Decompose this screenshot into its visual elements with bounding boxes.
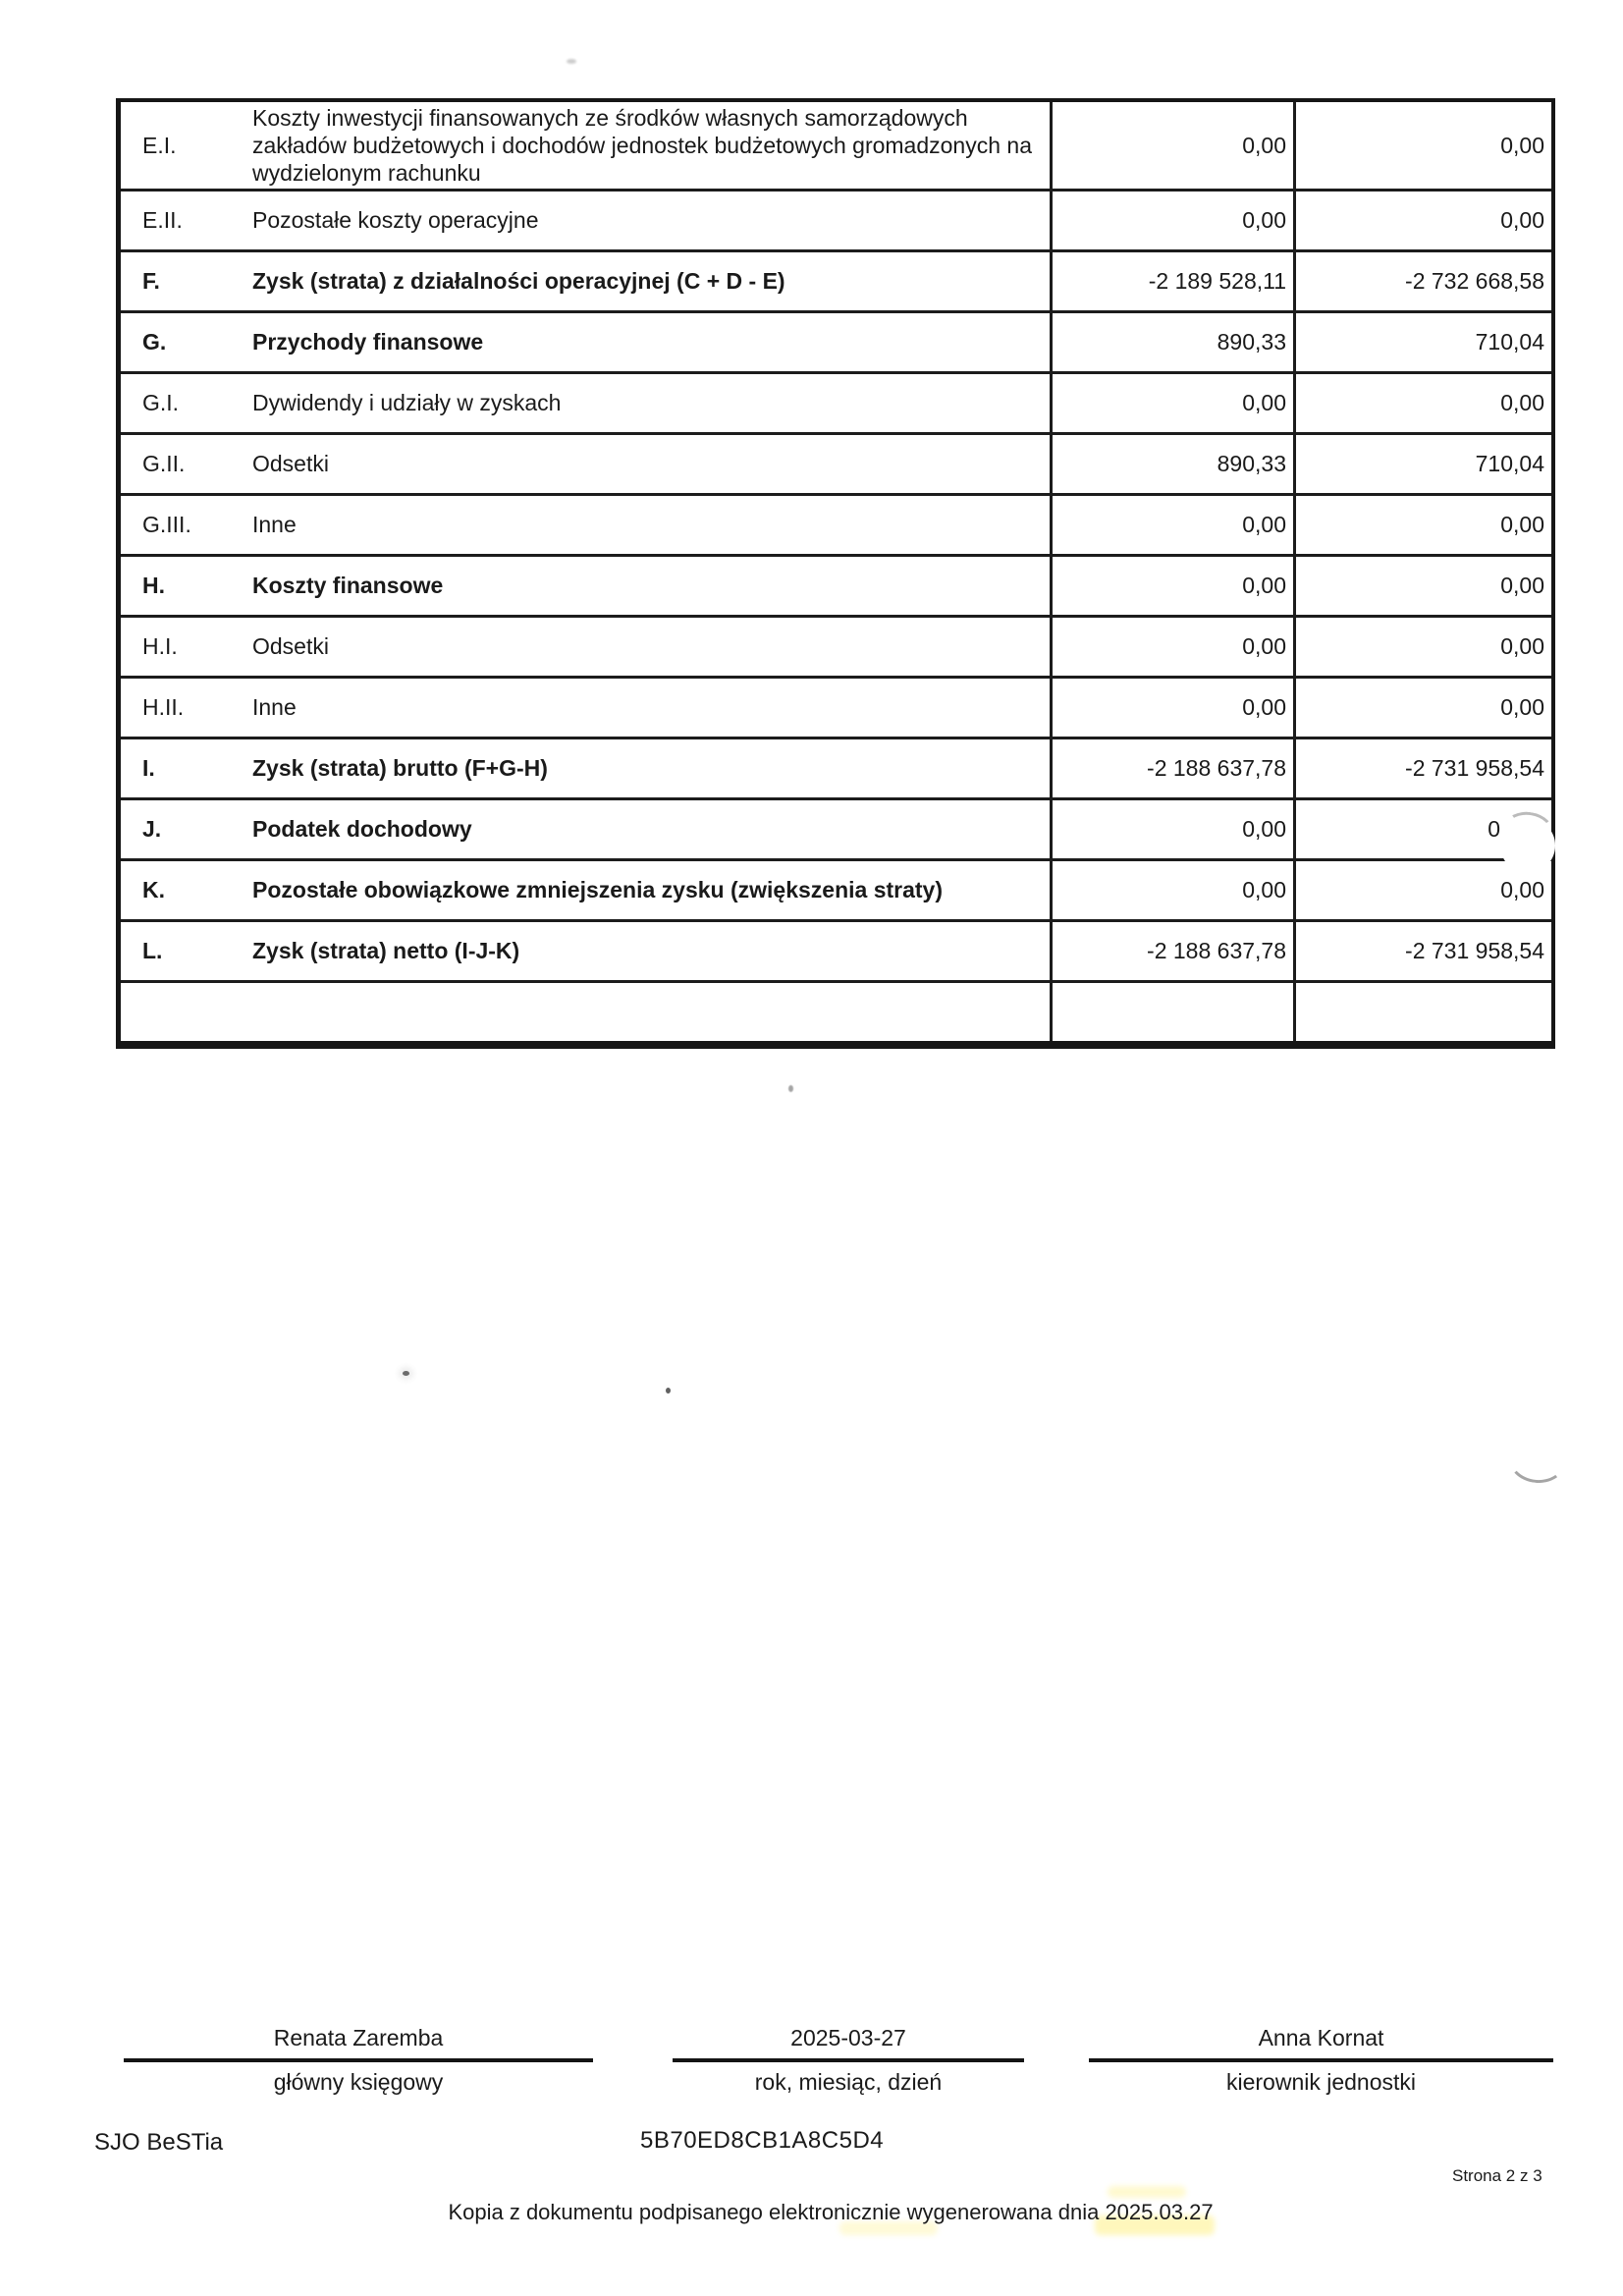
income-statement-table-body <box>121 102 1551 1041</box>
row-code: J. <box>142 816 162 842</box>
document-hash: 5B70ED8CB1A8C5D4 <box>640 2127 885 2154</box>
table-row <box>121 676 1551 737</box>
row-description-cell <box>121 618 1050 676</box>
row-value-cell-2 <box>1293 618 1551 676</box>
scan-speck <box>567 59 576 64</box>
row-label: Koszty finansowe <box>252 573 444 599</box>
row-value-cell-2 <box>1293 313 1551 371</box>
table-row <box>121 189 1551 249</box>
row-value-cell-1 <box>1050 922 1293 980</box>
row-label: Dywidendy i udziały w zyskach <box>252 390 562 416</box>
row-description-cell <box>121 557 1050 615</box>
app-name: SJO BeSTia <box>94 2129 224 2156</box>
row-label: Inne <box>252 694 297 721</box>
page-curl-artifact <box>1506 1431 1570 1486</box>
signature-date-caption: rok, miesiąc, dzień <box>754 2069 943 2095</box>
row-value-cell-2 <box>1293 800 1551 858</box>
row-label: Podatek dochodowy <box>252 816 472 843</box>
row-value-cell-2 <box>1293 252 1551 310</box>
row-value-cell-2 <box>1293 435 1551 493</box>
scan-speck <box>788 1085 793 1092</box>
row-value-cell-1 <box>1050 252 1293 310</box>
table-row <box>121 310 1551 371</box>
row-value-2: 0,00 <box>1500 207 1544 233</box>
row-value-1: 890,33 <box>1217 329 1286 355</box>
row-value-cell-1 <box>1050 313 1293 371</box>
row-value-2: 710,04 <box>1475 451 1544 476</box>
table-row <box>121 432 1551 493</box>
row-code: E.I. <box>142 132 177 158</box>
table-row <box>121 102 1551 189</box>
row-description-cell <box>121 496 1050 554</box>
table-row <box>121 980 1551 1041</box>
row-label: Odsetki <box>252 451 329 477</box>
row-value-2: 0,00 <box>1500 132 1544 158</box>
table-row <box>121 615 1551 676</box>
row-value-cell-1 <box>1050 739 1293 797</box>
electronic-copy-note: Kopia z dokumentu podpisanego elektronicznie wygenerowana dnia 2025.03.27 <box>448 2200 1214 2224</box>
row-code: G.I. <box>142 390 180 415</box>
signature-date <box>673 2025 1024 2096</box>
row-value-cell-1 <box>1050 374 1293 432</box>
table-row <box>121 371 1551 432</box>
row-code: H.II. <box>142 694 185 720</box>
row-description-cell <box>121 922 1050 980</box>
table-row <box>121 797 1551 858</box>
row-value-cell-1 <box>1050 496 1293 554</box>
row-value-cell-1 <box>1050 618 1293 676</box>
row-value-1: -2 188 637,78 <box>1147 755 1286 781</box>
row-label: Zysk (strata) brutto (F+G-H) <box>252 755 548 782</box>
row-value-cell-2 <box>1293 374 1551 432</box>
signature-chief-accountant <box>124 2025 593 2096</box>
table-row <box>121 737 1551 797</box>
row-value-2: 0,00 <box>1500 390 1544 415</box>
row-label: Odsetki <box>252 633 329 660</box>
row-value-cell-1 <box>1050 102 1293 189</box>
row-value-1: 0,00 <box>1242 816 1286 842</box>
table-row <box>121 858 1551 919</box>
row-value-cell-1 <box>1050 861 1293 919</box>
row-description-cell <box>121 679 1050 737</box>
row-description-cell <box>121 800 1050 858</box>
row-value-1: 0,00 <box>1242 877 1286 902</box>
scan-correction-blob-artifact <box>1500 818 1555 873</box>
row-value-cell-2 <box>1293 922 1551 980</box>
row-value-1: 0,00 <box>1242 694 1286 720</box>
signature-date-value: 2025-03-27 <box>790 2025 906 2050</box>
row-code: G. <box>142 329 167 355</box>
income-statement-table <box>116 98 1555 1049</box>
row-value-2: 710,04 <box>1475 329 1544 355</box>
row-label: Koszty inwestycji finansowanych ze środków własnych samorządowych zakładów budżetowych i dochodów jednostek budżetowych gromadzonych na wydzielonym rachunku <box>252 104 1032 187</box>
row-value-cell-2 <box>1293 861 1551 919</box>
row-value-2: -2 731 958,54 <box>1405 938 1544 963</box>
row-code: F. <box>142 268 160 294</box>
row-value-1: -2 188 637,78 <box>1147 938 1286 963</box>
table-row <box>121 554 1551 615</box>
row-value-1: 0,00 <box>1242 132 1286 158</box>
row-value-cell-1 <box>1050 800 1293 858</box>
row-code: K. <box>142 877 165 902</box>
row-label: Zysk (strata) netto (I-J-K) <box>252 938 520 964</box>
row-label: Zysk (strata) z działalności operacyjnej (C + D - E) <box>252 268 785 295</box>
row-description-cell <box>121 102 1050 189</box>
row-description-cell <box>121 252 1050 310</box>
row-code: H. <box>142 573 165 598</box>
row-label: Pozostałe obowiązkowe zmniejszenia zysku (zwiększenia straty) <box>252 877 944 903</box>
row-value-cell-1 <box>1050 679 1293 737</box>
row-value-cell-1 <box>1050 557 1293 615</box>
row-value-2: -2 732 668,58 <box>1405 268 1544 294</box>
signature-role: kierownik jednostki <box>1225 2069 1417 2095</box>
row-description-cell <box>121 313 1050 371</box>
row-value-2: 0,00 <box>1500 633 1544 659</box>
page-indicator: Strona 2 z 3 <box>1452 2166 1542 2185</box>
row-label: Pozostałe koszty operacyjne <box>252 207 539 234</box>
row-value-2: 0,00 <box>1500 877 1544 902</box>
row-value-1: 0,00 <box>1242 390 1286 415</box>
row-value-cell-1 <box>1050 191 1293 249</box>
highlight-artifact <box>1108 2186 1186 2198</box>
row-description-cell <box>121 191 1050 249</box>
row-value-cell-2 <box>1293 496 1551 554</box>
row-code: G.III. <box>142 512 191 537</box>
signature-unit-manager <box>1089 2025 1553 2096</box>
row-value-1: 0,00 <box>1242 207 1286 233</box>
row-value-cell-2 <box>1293 557 1551 615</box>
signature-name: Renata Zaremba <box>273 2025 444 2050</box>
row-value-2: 0,00 <box>1500 512 1544 537</box>
signature-role: główny księgowy <box>273 2069 444 2095</box>
row-label: Inne <box>252 512 297 538</box>
row-code: L. <box>142 938 163 963</box>
row-value-cell-2 <box>1293 739 1551 797</box>
row-value-1: -2 189 528,11 <box>1148 268 1286 294</box>
row-value-cell-1 <box>1050 983 1293 1041</box>
row-value-1: 0,00 <box>1242 512 1286 537</box>
table-row <box>121 493 1551 554</box>
scan-speck <box>403 1371 409 1376</box>
row-description-cell <box>121 435 1050 493</box>
row-value-cell-2 <box>1293 102 1551 189</box>
signature-name: Anna Kornat <box>1258 2025 1384 2050</box>
row-code: I. <box>142 755 155 781</box>
row-description-cell <box>121 374 1050 432</box>
table-row <box>121 919 1551 980</box>
table-row <box>121 249 1551 310</box>
row-value-2: -2 731 958,54 <box>1405 755 1544 781</box>
row-code: G.II. <box>142 451 186 476</box>
scan-speck <box>666 1388 671 1394</box>
row-description-cell <box>121 739 1050 797</box>
row-value-cell-2 <box>1293 191 1551 249</box>
row-value-2: 0,00 <box>1500 573 1544 598</box>
row-description-cell <box>121 983 1050 1041</box>
row-value-2: 0 <box>1488 816 1500 842</box>
row-label: Przychody finansowe <box>252 329 484 355</box>
row-value-cell-2 <box>1293 679 1551 737</box>
row-value-1: 0,00 <box>1242 633 1286 659</box>
row-value-2: 0,00 <box>1500 694 1544 720</box>
row-description-cell <box>121 861 1050 919</box>
row-value-cell-1 <box>1050 435 1293 493</box>
row-value-1: 0,00 <box>1242 573 1286 598</box>
row-code: E.II. <box>142 207 183 233</box>
row-code: H.I. <box>142 633 178 659</box>
row-value-cell-2 <box>1293 983 1551 1041</box>
row-value-1: 890,33 <box>1217 451 1286 476</box>
